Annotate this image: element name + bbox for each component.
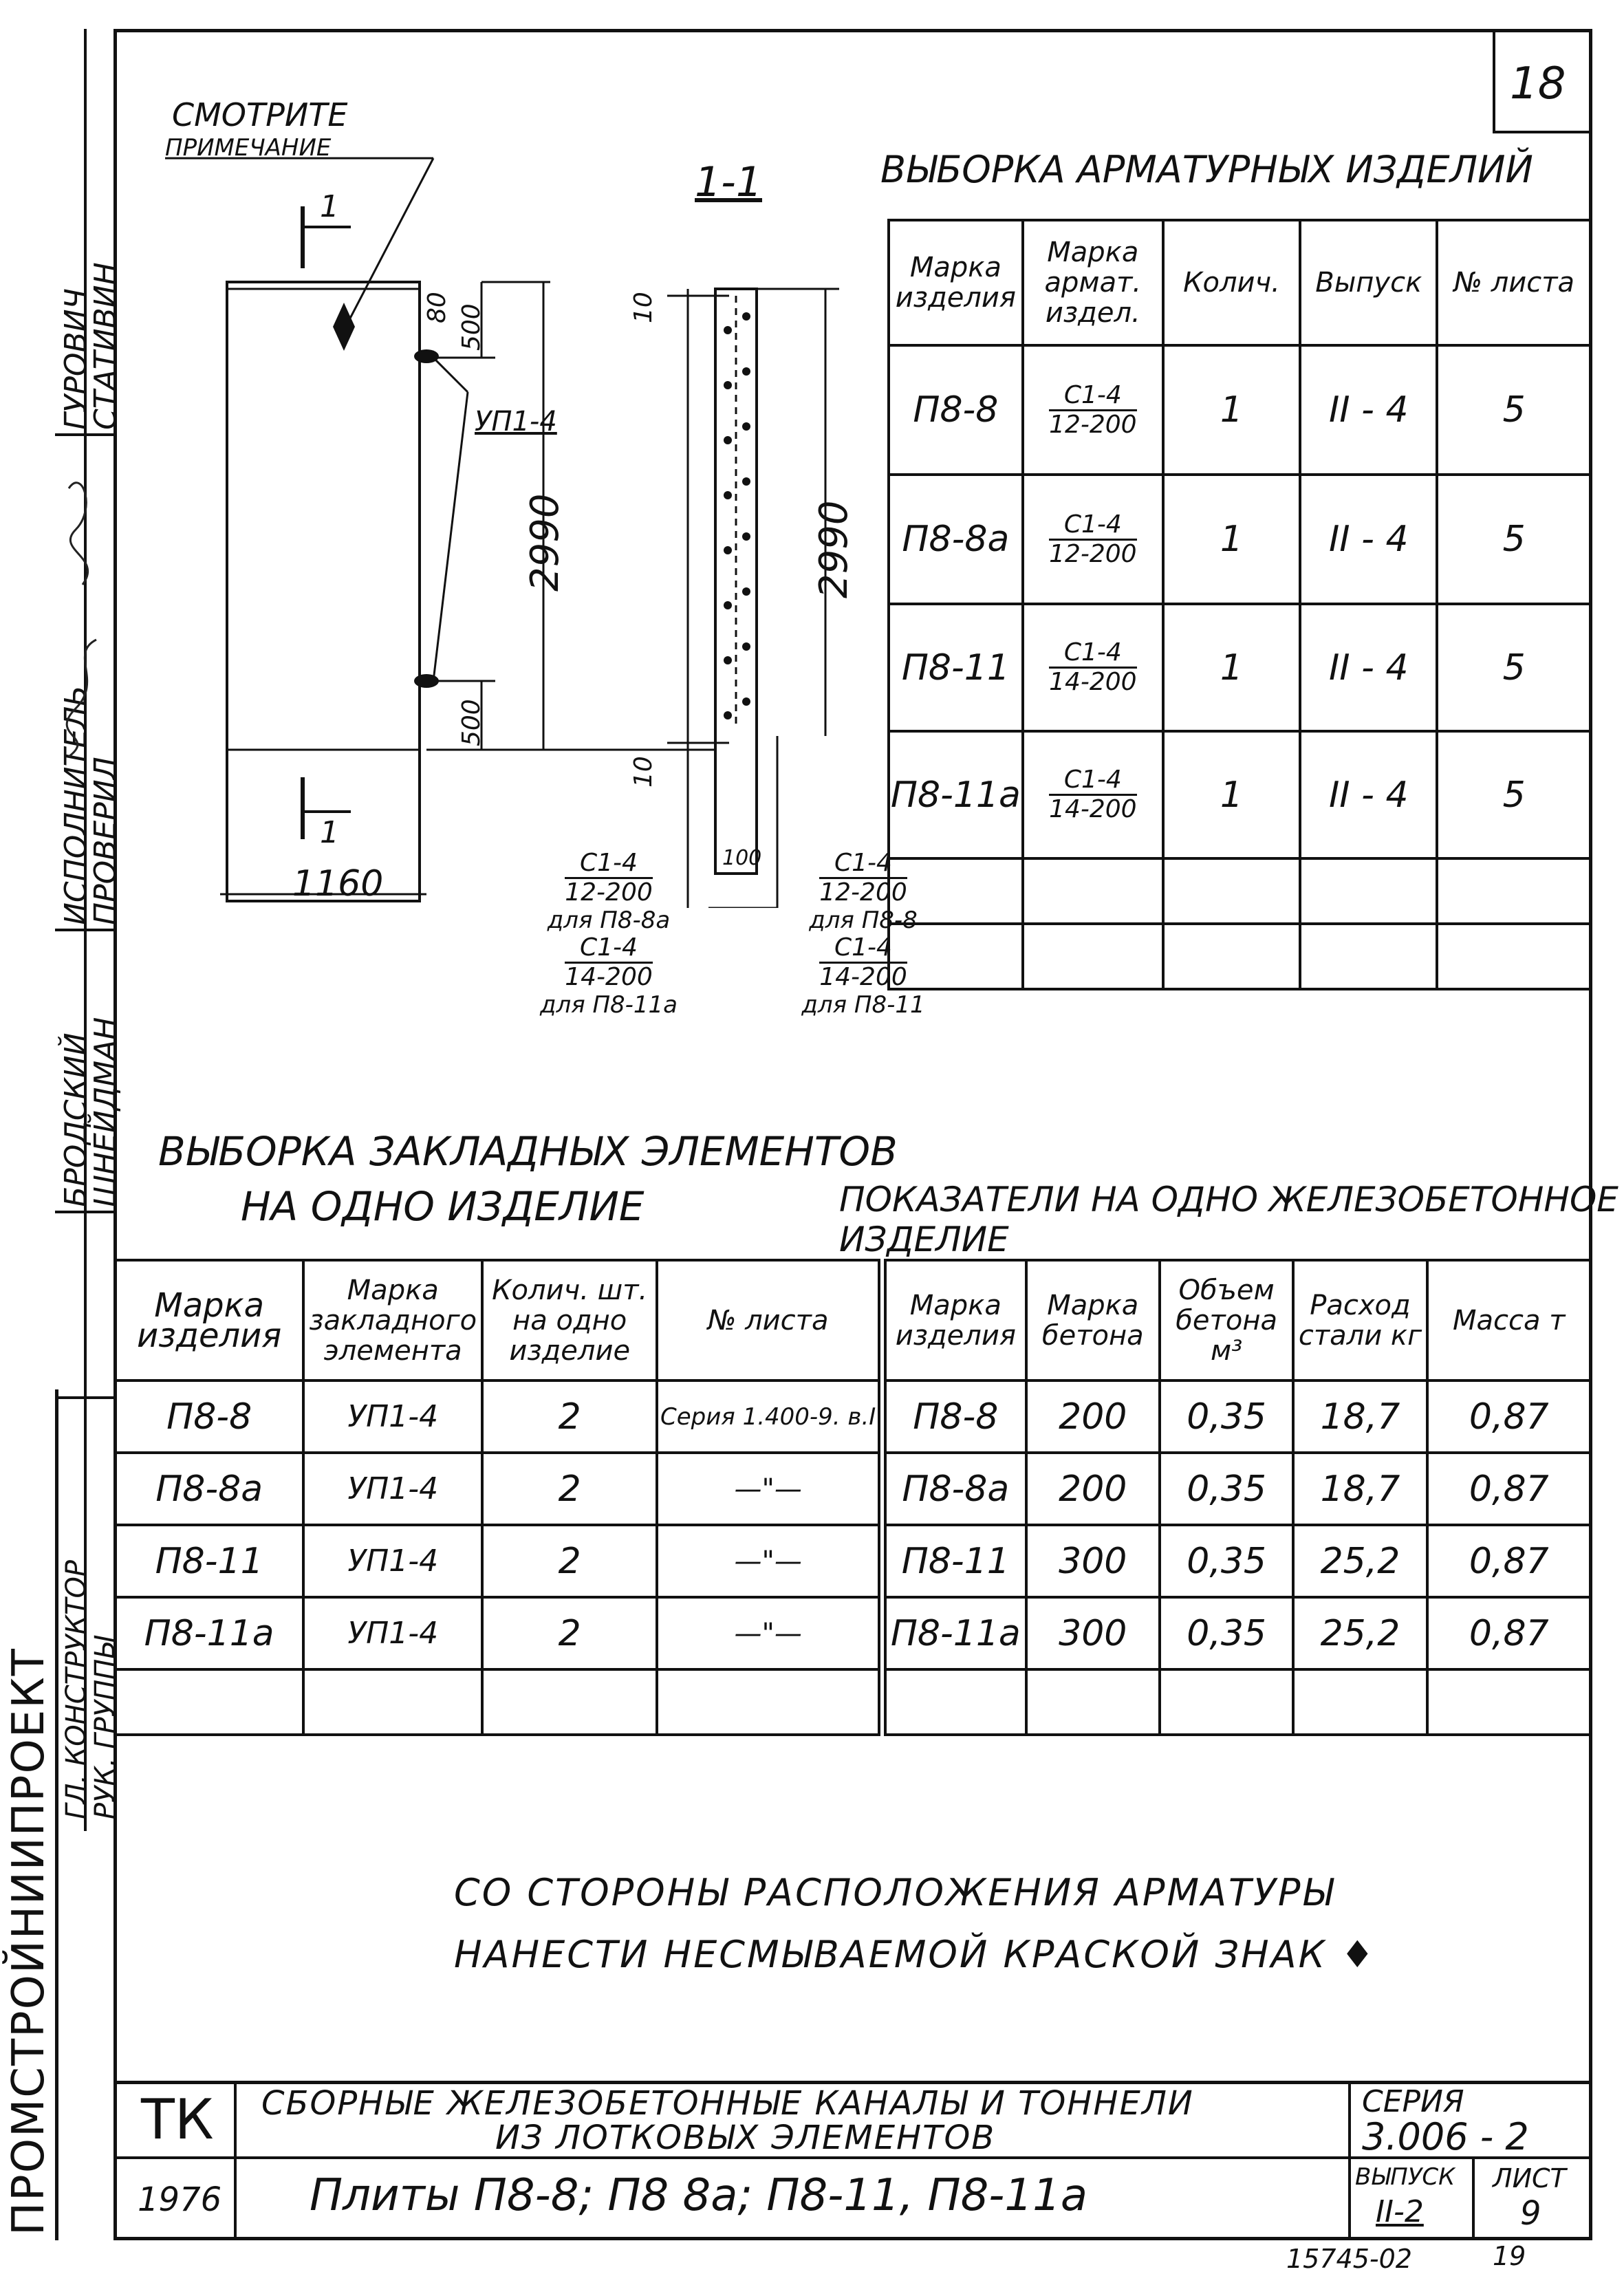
ind-concrete: 300 — [1026, 1597, 1160, 1669]
rebar-left-1: $\frac{С1-4}{12-200}$ — [565, 849, 653, 907]
emb-qty: 2 — [482, 1380, 657, 1453]
rebar-h-qty: Колич. — [1163, 220, 1300, 345]
ind-h-steel: Расход стали кг — [1293, 1260, 1427, 1380]
stamp-h-1 — [55, 1396, 117, 1399]
rebar-h-armat: Марка армат. издел. — [1023, 220, 1163, 345]
rebar-h-mark: Марка изделия — [889, 220, 1023, 345]
stamp-role-chief: ГЛ. КОНСТРУКТОР — [61, 1559, 92, 1819]
ind-mass: 0,87 — [1427, 1453, 1591, 1525]
ind-volume: 0,35 — [1160, 1597, 1293, 1669]
emb-sheet: Серия 1.400-9. в.I — [657, 1380, 879, 1453]
emb-elem: УП1-4 — [303, 1453, 482, 1525]
ind-h-mass: Масса т — [1427, 1260, 1591, 1380]
table-row — [115, 1525, 879, 1597]
rebar-armat: $\frac{С1-4}{12-200}$ — [1023, 475, 1163, 604]
rebar-left-2: $\frac{С1-4}{14-200}$ — [565, 933, 653, 991]
table-row — [885, 1380, 1591, 1453]
indicators-table-header — [885, 1260, 1591, 1380]
section-mark-bottom: 1 — [320, 815, 339, 850]
rebar-mark: П8-8 — [889, 345, 1023, 475]
ind-mass: 0,87 — [1427, 1380, 1591, 1453]
rebar-mark: П8-8а — [889, 475, 1023, 604]
rebar-right-1-for: для П8-8 — [809, 907, 918, 934]
rebar-sheet: 5 — [1437, 345, 1591, 475]
table-row — [885, 1453, 1591, 1525]
section-title: 1-1 — [695, 158, 762, 206]
emb-mark: П8-8а — [115, 1453, 303, 1525]
embedded-title-1: ВЫБОРКА ЗАКЛАДНЫХ ЭЛЕМЕНТОВ — [158, 1128, 898, 1175]
tb-v3 — [1472, 2156, 1475, 2239]
ind-concrete: 200 — [1026, 1453, 1160, 1525]
embedded-table-header — [115, 1260, 879, 1380]
note-ref-1: СМОТРИТЕ — [172, 96, 348, 133]
rebar-sheet: 5 — [1437, 604, 1591, 731]
tb-v2 — [1348, 2081, 1351, 2239]
frame-top — [113, 29, 1592, 32]
emb-qty: 2 — [482, 1597, 657, 1669]
stamp-h-2 — [55, 1211, 117, 1213]
table-row — [889, 858, 1591, 924]
emb-mark: П8-11а — [115, 1597, 303, 1669]
dim-bottom-500: 500 — [457, 699, 486, 746]
rebar-table-header — [889, 220, 1591, 345]
dim-top-500: 500 — [457, 303, 486, 351]
table-row — [885, 1525, 1591, 1597]
tb-sheet-label: ЛИСТ — [1493, 2163, 1566, 2194]
stamp-org: ПРОМСТРОЙНИИПРОЕКТ — [3, 1647, 54, 2235]
emb-h-elem: Марка закладного элемента — [303, 1260, 482, 1380]
rebar-left-callouts — [523, 849, 695, 1019]
stamp-role-checker: ПРОВЕРИЛ — [88, 757, 123, 925]
tb-sheet-value: 9 — [1520, 2194, 1541, 2233]
ind-volume: 0,35 — [1160, 1380, 1293, 1453]
ind-h-mark: Марка изделия — [885, 1260, 1026, 1380]
table-row — [889, 475, 1591, 604]
stamp-name-brodsky: БРОДСКИЙ — [58, 1032, 94, 1207]
tb-title-1: СБОРНЫЕ ЖЕЛЕЗОБЕТОННЫЕ КАНАЛЫ И ТОННЕЛИ — [261, 2084, 1194, 2123]
tb-issue-label: ВЫПУСК — [1355, 2163, 1455, 2191]
frame-bottom — [113, 2237, 1592, 2240]
table-row — [889, 924, 1591, 989]
note-ref-2: ПРИМЕЧАНИЕ — [165, 134, 332, 162]
rebar-table-title: ВЫБОРКА АРМАТУРНЫХ ИЗДЕЛИЙ — [880, 148, 1533, 191]
table-row — [115, 1597, 879, 1669]
rebar-right-2: $\frac{С1-4}{14-200}$ — [819, 933, 907, 991]
sheet-number: 18 — [1510, 58, 1566, 109]
section-mark-top: 1 — [320, 189, 339, 224]
ind-steel: 18,7 — [1293, 1453, 1427, 1525]
rebar-issue: II - 4 — [1300, 731, 1437, 858]
ind-mark: П8-8а — [885, 1453, 1026, 1525]
stamp-h-4 — [55, 433, 117, 436]
embedded-table — [113, 1259, 880, 1736]
ind-mass: 0,87 — [1427, 1525, 1591, 1597]
dim-10-bottom: 10 — [629, 756, 658, 788]
emb-qty: 2 — [482, 1525, 657, 1597]
dim-top-80: 80 — [423, 292, 451, 323]
sheet-box-bottom — [1493, 131, 1592, 133]
dim-100: 100 — [722, 846, 762, 870]
ind-mass: 0,87 — [1427, 1597, 1591, 1669]
tb-issue-value: II-2 — [1376, 2194, 1424, 2229]
ind-steel: 18,7 — [1293, 1380, 1427, 1453]
tb-subtitle: Плиты П8-8; П8 8а; П8-11, П8-11а — [310, 2170, 1088, 2221]
table-row — [889, 345, 1591, 475]
table-row — [885, 1597, 1591, 1669]
embedded-title-2: НА ОДНО ИЗДЕЛИЕ — [241, 1183, 645, 1230]
rebar-table — [887, 219, 1592, 990]
tb-series-label: СЕРИЯ — [1362, 2084, 1464, 2119]
table-row — [115, 1453, 879, 1525]
rebar-mark: П8-11а — [889, 731, 1023, 858]
rebar-sheet: 5 — [1437, 475, 1591, 604]
rebar-right-1: $\frac{С1-4}{12-200}$ — [819, 849, 907, 907]
indicators-title: ПОКАЗАТЕЛИ НА ОДНО ЖЕЛЕЗОБЕТОННОЕ ИЗДЕЛИЕ — [839, 1180, 1618, 1259]
rebar-left-2-for: для П8-11а — [539, 991, 678, 1019]
emb-elem: УП1-4 — [303, 1597, 482, 1669]
rebar-qty: 1 — [1163, 604, 1300, 731]
emb-sheet: —"— — [657, 1597, 879, 1669]
rebar-qty: 1 — [1163, 475, 1300, 604]
emb-mark: П8-11 — [115, 1525, 303, 1597]
rebar-h-issue: Выпуск — [1300, 220, 1437, 345]
ind-steel: 25,2 — [1293, 1597, 1427, 1669]
rebar-sheet: 5 — [1437, 731, 1591, 858]
ind-concrete: 300 — [1026, 1525, 1160, 1597]
tb-series-value: 3.006 - 2 — [1362, 2115, 1529, 2158]
table-row — [885, 1669, 1591, 1735]
emb-sheet: —"— — [657, 1525, 879, 1597]
stamp-name-shneidman: ШНЕЙДМАН — [88, 1017, 123, 1207]
rebar-qty: 1 — [1163, 345, 1300, 475]
emb-h-qty: Колич. шт. на одно изделие — [482, 1260, 657, 1380]
ind-mark: П8-11 — [885, 1525, 1026, 1597]
ind-mark: П8-11а — [885, 1597, 1026, 1669]
footer-page: 19 — [1493, 2241, 1526, 2271]
stamp-signatures — [55, 447, 117, 1066]
rebar-issue: II - 4 — [1300, 475, 1437, 604]
table-row — [889, 731, 1591, 858]
note-line-1: СО СТОРОНЫ РАСПОЛОЖЕНИЯ АРМАТУРЫ — [454, 1871, 1335, 1914]
indicators-table — [884, 1259, 1592, 1736]
dim-height: 2990 — [523, 493, 567, 592]
rebar-armat: $\frac{С1-4}{14-200}$ — [1023, 604, 1163, 731]
stamp-name-gurovich: ГУРОВИЧ — [58, 288, 94, 430]
sheet-box-left — [1493, 29, 1495, 132]
stamp-divider-1 — [55, 1389, 58, 2240]
emb-elem: УП1-4 — [303, 1380, 482, 1453]
ind-h-volume: Объем бетона м³ — [1160, 1260, 1293, 1380]
stamp-name-stativin: СТАТИВИН — [88, 262, 123, 430]
rebar-left-1-for: для П8-8а — [547, 907, 671, 934]
table-row — [115, 1380, 879, 1453]
embedded-label: УП1-4 — [475, 406, 557, 437]
tb-code: ТК — [141, 2088, 214, 2152]
tb-v1 — [234, 2081, 237, 2239]
dim-width: 1160 — [292, 863, 384, 905]
rebar-right-2-for: для П8-11 — [801, 991, 925, 1019]
emb-qty: 2 — [482, 1453, 657, 1525]
ind-volume: 0,35 — [1160, 1453, 1293, 1525]
dim-height-section: 2990 — [812, 500, 856, 598]
table-row — [889, 604, 1591, 731]
note-line-2: НАНЕСТИ НЕСМЫВАЕМОЙ КРАСКОЙ ЗНАК ♦ — [454, 1933, 1376, 1976]
rebar-issue: II - 4 — [1300, 345, 1437, 475]
ind-mark: П8-8 — [885, 1380, 1026, 1453]
tb-year: 1976 — [138, 2180, 222, 2219]
archive-number: 15745-02 — [1286, 2244, 1412, 2274]
dim-10-top: 10 — [629, 292, 658, 323]
emb-sheet: —"— — [657, 1453, 879, 1525]
tb-title-2: ИЗ ЛОТКОВЫХ ЭЛЕМЕНТОВ — [495, 2119, 996, 2157]
stamp-role-group: РУК. ГРУППЫ — [89, 1636, 121, 1819]
ind-h-concrete: Марка бетона — [1026, 1260, 1160, 1380]
emb-h-mark: Марка изделия — [115, 1260, 303, 1380]
rebar-armat: $\frac{С1-4}{14-200}$ — [1023, 731, 1163, 858]
rebar-armat: $\frac{С1-4}{12-200}$ — [1023, 345, 1163, 475]
emb-elem: УП1-4 — [303, 1525, 482, 1597]
table-row — [115, 1669, 879, 1735]
rebar-qty: 1 — [1163, 731, 1300, 858]
ind-volume: 0,35 — [1160, 1525, 1293, 1597]
ind-steel: 25,2 — [1293, 1525, 1427, 1597]
rebar-h-sheet: № листа — [1437, 220, 1591, 345]
ind-concrete: 200 — [1026, 1380, 1160, 1453]
stamp-role-executor: ИСПОЛНИТЕЛЬ — [58, 685, 94, 925]
rebar-mark: П8-11 — [889, 604, 1023, 731]
rebar-issue: II - 4 — [1300, 604, 1437, 731]
emb-h-sheet: № листа — [657, 1260, 879, 1380]
emb-mark: П8-8 — [115, 1380, 303, 1453]
